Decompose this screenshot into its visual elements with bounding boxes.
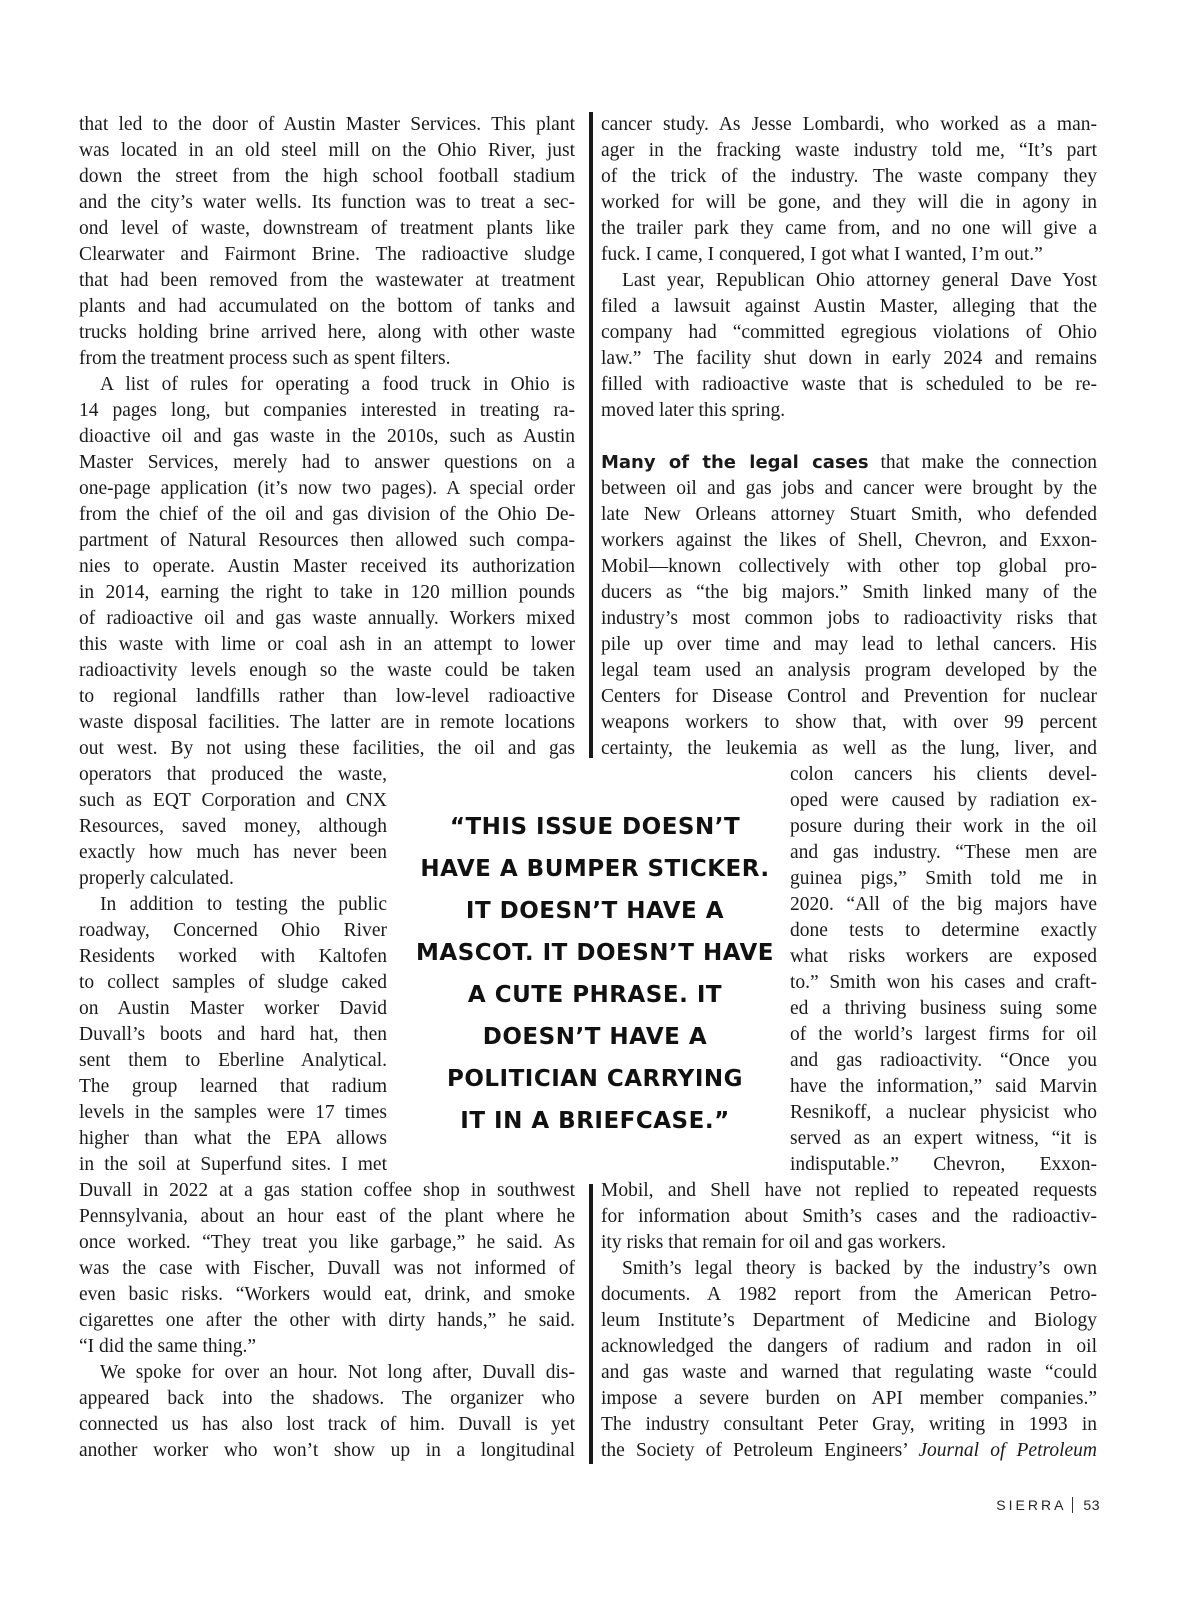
- text-line: properly calculated.: [79, 868, 234, 889]
- text-line: sent them to Eberline Analytical.: [79, 1050, 387, 1071]
- text-line: [601, 1438, 1097, 1464]
- text-line: Mobil—known collectively with other top global pro-: [601, 556, 1097, 577]
- text-line: cancer study. As Jesse Lombardi, who worked as a man-: [601, 114, 1097, 135]
- text-line: even basic risks. “Workers would eat, drink, and smoke: [79, 1284, 575, 1305]
- pull-quote-line: MASCOT. IT DOESN’T HAVE: [416, 940, 774, 966]
- text-line: and the city’s water wells. Its function was to treat a sec-: [79, 192, 575, 213]
- text-line: weapons workers to show that, with over 99 percent: [601, 712, 1097, 733]
- section-lead-in: Many of the legal cases: [601, 452, 869, 473]
- pull-quote-line: IT DOESN’T HAVE A: [465, 898, 725, 924]
- text-line: dioactive oil and gas waste in the 2010s, such as Austin: [79, 426, 575, 447]
- text-line: plants and had accumulated on the bottom of tanks and: [79, 296, 575, 317]
- text-line: filed a lawsuit against Austin Master, alleging that the: [601, 296, 1097, 317]
- text-line: roadway, Concerned Ohio River: [79, 920, 387, 941]
- text-line: 14 pages long, but companies interested in treating ra-: [79, 400, 575, 421]
- text-line: one-page application (it’s now two pages). A special order: [79, 478, 575, 499]
- text-line: of the world’s largest firms for oil: [790, 1024, 1097, 1045]
- text-line: was located in an old steel mill on the Ohio River, just: [79, 140, 575, 161]
- text-line: Master Services, merely had to answer questions on a: [79, 452, 575, 473]
- text-line: to collect samples of sludge caked: [79, 972, 387, 993]
- text-line: ducers as “the big majors.” Smith linked many of the: [601, 582, 1097, 603]
- text-line: acknowledged the dangers of radium and radon in oil: [601, 1336, 1097, 1357]
- text-line: to regional landfills rather than low-level radioactive: [79, 686, 575, 707]
- text-line: in 2014, earning the right to take in 120 million pounds: [79, 582, 575, 603]
- text-line: [601, 450, 1097, 476]
- text-line: from the treatment process such as spent filters.: [79, 348, 451, 369]
- text-line: to.” Smith won his cases and craft-: [790, 972, 1097, 993]
- text-line: what risks workers are exposed: [790, 946, 1097, 967]
- right-column-rule: [589, 1184, 593, 1464]
- text-line: The industry consultant Peter Gray, writing in 1993 in: [601, 1414, 1097, 1435]
- text-line: Clearwater and Fairmont Brine. The radioactive sludge: [79, 244, 575, 265]
- text-line: Centers for Disease Control and Prevention for nuclear: [601, 686, 1097, 707]
- text-line: that led to the door of Austin Master Services. This plant: [79, 114, 575, 135]
- text-line: Resources, saved money, although: [79, 816, 387, 837]
- text-line: ager in the fracking waste industry told me, “It’s part: [601, 140, 1097, 161]
- text-line: “I did the same thing.”: [79, 1336, 257, 1357]
- text-line: law.” The facility shut down in early 2024 and remains: [601, 348, 1097, 369]
- text-line: cigarettes one after the other with dirty hands,” he said.: [79, 1310, 575, 1331]
- journal-title: Journal of Petroleum: [918, 1440, 1098, 1461]
- text-line: worked for will be gone, and they will die in agony in: [601, 192, 1097, 213]
- pull-quote: [410, 806, 780, 1142]
- text-line: on Austin Master worker David: [79, 998, 387, 1019]
- text-line: this waste with lime or coal ash in an attempt to lower: [79, 634, 575, 655]
- text-line: Duvall’s boots and hard hat, then: [79, 1024, 387, 1045]
- text-line: Pennsylvania, about an hour east of the plant where he: [79, 1206, 575, 1227]
- text-line: late New Orleans attorney Stuart Smith, who defended: [601, 504, 1097, 525]
- text-line: connected us has also lost track of him. Duvall is yet: [79, 1414, 575, 1435]
- pull-quote-line: DOESN’T HAVE A: [482, 1024, 708, 1050]
- text-line: A list of rules for operating a food truck in Ohio is: [100, 374, 575, 395]
- text-line: Smith’s legal theory is backed by the industry’s own: [622, 1258, 1097, 1279]
- pull-quote-line: POLITICIAN CARRYING: [446, 1066, 744, 1092]
- text-line: colon cancers his clients devel-: [790, 764, 1097, 785]
- text-line: for information about Smith’s cases and the radioactiv-: [601, 1206, 1097, 1227]
- folio-divider: [1072, 1497, 1073, 1513]
- text-line: workers against the likes of Shell, Chevron, and Exxon-: [601, 530, 1097, 551]
- text-line: of radioactive oil and gas waste annually. Workers mixed: [79, 608, 575, 629]
- text-line: was the case with Fischer, Duvall was not informed of: [79, 1258, 575, 1279]
- text-line: operators that produced the waste,: [79, 764, 387, 785]
- text-line: fuck. I came, I conquered, I got what I wanted, I’m out.”: [601, 244, 1043, 265]
- text-line: indisputable.” Chevron, Exxon-: [790, 1154, 1097, 1175]
- text-line: and gas radioactivity. “Once you: [790, 1050, 1097, 1071]
- text-line: served as an expert witness, “it is: [790, 1128, 1097, 1149]
- text-line: Mobil, and Shell have not replied to repeated requests: [601, 1180, 1097, 1201]
- text-line: waste disposal facilities. The latter are in remote locations: [79, 712, 575, 733]
- text-line: moved later this spring.: [601, 400, 786, 421]
- text-line: between oil and gas jobs and cancer were brought by the: [601, 478, 1097, 499]
- text-line: of the trick of the industry. The waste company they: [601, 166, 1097, 187]
- text-line: posure during their work in the oil: [790, 816, 1097, 837]
- text-line: such as EQT Corporation and CNX: [79, 790, 387, 811]
- text-line: ond level of waste, downstream of treatment plants like: [79, 218, 575, 239]
- text-line: and gas industry. “These men are: [790, 842, 1097, 863]
- text-line: certainty, the leukemia as well as the lung, liver, and: [601, 738, 1097, 759]
- text-line: Last year, Republican Ohio attorney general Dave Yost: [622, 270, 1097, 291]
- text-line: another worker who won’t show up in a longitudinal: [79, 1440, 575, 1461]
- text-line: industry’s most common jobs to radioactivity risks that: [601, 608, 1097, 629]
- text-line: the trailer park they came from, and no one will give a: [601, 218, 1097, 239]
- text-line: ity risks that remain for oil and gas workers.: [601, 1232, 946, 1253]
- text-line: in the soil at Superfund sites. I met: [79, 1154, 387, 1175]
- text-line: We spoke for over an hour. Not long after, Duvall dis-: [100, 1362, 575, 1383]
- text-line: guinea pigs,” Smith told me in: [790, 868, 1097, 889]
- text-line: legal team used an analysis program developed by the: [601, 660, 1097, 681]
- magazine-name: SIERRA: [996, 1497, 1067, 1513]
- text-span: that make the connection: [880, 452, 1097, 473]
- left-column-rule: [589, 112, 593, 758]
- text-line: Duvall in 2022 at a gas station coffee shop in southwest: [79, 1180, 575, 1201]
- folio: [996, 1497, 1100, 1513]
- text-line: pile up over time and may lead to lethal cancers. His: [601, 634, 1097, 655]
- text-line: levels in the samples were 17 times: [79, 1102, 387, 1123]
- text-line: Residents worked with Kaltofen: [79, 946, 387, 967]
- text-line: out west. By not using these facilities, the oil and gas: [79, 738, 575, 759]
- text-line: done tests to determine exactly: [790, 920, 1097, 941]
- text-line: oped were caused by radiation ex-: [790, 790, 1097, 811]
- text-line: partment of Natural Resources then allowed such compa-: [79, 530, 575, 551]
- text-line: ed a thriving business suing some: [790, 998, 1097, 1019]
- text-line: company had “committed egregious violations of Ohio: [601, 322, 1097, 343]
- text-line: In addition to testing the public: [100, 894, 387, 915]
- text-line: from the chief of the oil and gas division of the Ohio De-: [79, 504, 575, 525]
- text-line: 2020. “All of the big majors have: [790, 894, 1097, 915]
- text-line: exactly how much has never been: [79, 842, 387, 863]
- text-line: radioactivity levels enough so the waste could be taken: [79, 660, 575, 681]
- text-span: the Society of Petroleum Engineers’: [601, 1440, 908, 1461]
- pull-quote-line: “THIS ISSUE DOESN’T: [449, 814, 741, 840]
- text-line: have the information,” said Marvin: [790, 1076, 1097, 1097]
- text-line: nies to operate. Austin Master received its authorization: [79, 556, 575, 577]
- text-line: once worked. “They treat you like garbage,” he said. As: [79, 1232, 575, 1253]
- text-line: leum Institute’s Department of Medicine and Biology: [601, 1310, 1097, 1331]
- text-line: The group learned that radium: [79, 1076, 387, 1097]
- text-line: documents. A 1982 report from the American Petro-: [601, 1284, 1097, 1305]
- page-number: 53: [1083, 1497, 1100, 1513]
- text-line: that had been removed from the wastewater at treatment: [79, 270, 575, 291]
- pull-quote-line: IT IN A BRIEFCASE.”: [460, 1108, 730, 1134]
- pull-quote-line: HAVE A BUMPER STICKER.: [420, 856, 770, 882]
- text-line: trucks holding brine arrived here, along with other waste: [79, 322, 575, 343]
- text-line: down the street from the high school football stadium: [79, 166, 575, 187]
- text-line: impose a severe burden on API member companies.”: [601, 1388, 1097, 1409]
- text-line: Resnikoff, a nuclear physicist who: [790, 1102, 1097, 1123]
- text-line: and gas waste and warned that regulating waste “could: [601, 1362, 1097, 1383]
- text-line: appeared back into the shadows. The organizer who: [79, 1388, 575, 1409]
- text-line: filled with radioactive waste that is scheduled to be re-: [601, 374, 1097, 395]
- text-line: higher than what the EPA allows: [79, 1128, 387, 1149]
- pull-quote-line: A CUTE PHRASE. IT: [467, 982, 723, 1008]
